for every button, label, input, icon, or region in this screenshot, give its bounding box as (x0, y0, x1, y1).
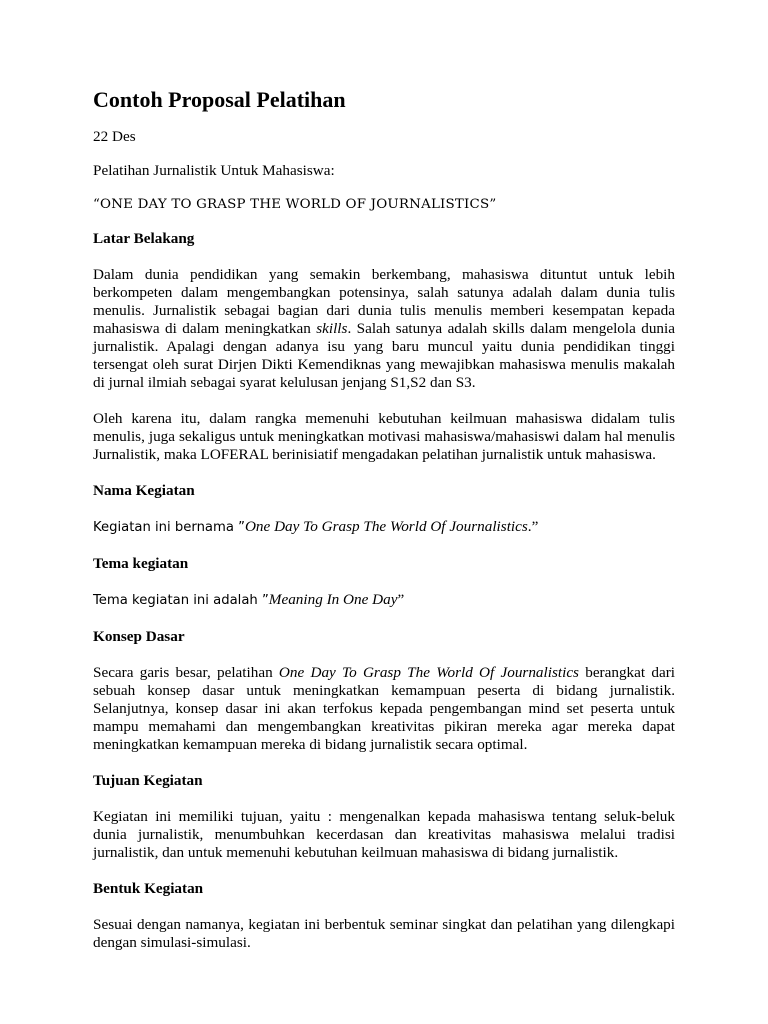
tema-paragraph (93, 591, 675, 610)
latar-paragraph-2: Oleh karena itu, dalam rangka memenuhi kebutuhan keilmuan mahasiswa didalam tulis menulis, juga sekaligus untuk meningkatkan motivasi mahasiswa/mahasiswi dalam hal menulis Jurnalistik, maka LOFERAL berinisiatif mengadakan pelatihan jurnalistik untuk mahasiswa. (93, 410, 675, 463)
heading-latar-belakang: Latar Belakang (93, 230, 195, 247)
document-page (93, 86, 675, 952)
konsep-text-b: berangkat dari sebuah konsep dasar untuk meningkatkan kemampuan peserta di bidang jurnalistik. Selanjutnya, konsep dasar ini akan terfokus kepada pengembangan mind set peserta untuk mampu memahami dan mengembangkan kreativitas pikiran mereka agar mereka dapat meningkatkan kemampuan mereka di bidang jurnalistik secara optimal. (93, 664, 675, 753)
latar-p1-text-a: Dalam dunia pendidikan yang semakin berkembang, mahasiswa dituntut untuk lebih berkompeten dalam mengembangkan potensinya, salah satunya adalah dalam dunia tulis menulis. Jurnalistik sebagai bagian dari dunia tulis menulis memberi kesempatan kepada mahasiswa di dalam meningkatkan (93, 266, 675, 337)
konsep-paragraph (93, 664, 675, 754)
heading-konsep-dasar: Konsep Dasar (93, 628, 185, 645)
heading-tema-kegiatan: Tema kegiatan (93, 555, 189, 572)
nama-emphasis: One Day To Grasp The World Of Journalistics (244, 518, 528, 535)
tema-emphasis: Meaning In One Day (268, 591, 398, 608)
bentuk-paragraph: Sesuai dengan namanya, kegiatan ini berbentuk seminar singkat dan pelatihan yang dilengkapi dengan simulasi-simulasi. (93, 916, 675, 951)
konsep-emphasis: One Day To Grasp The World Of Journalistics (278, 664, 579, 681)
latar-p1-text-b: . Salah satunya adalah skills dalam mengelola dunia jurnalistik. Apalagi dengan adanya isu yang baru muncul yaitu dunia pendidikan tinggi tersengat oleh surat Dirjen Dikti Kemendiknas yang mewajibkan mahasiswa menulis makalah di jurnal ilmiah sebagai syarat kelulusan jenjang S1,S2 dan S3. (93, 320, 675, 391)
heading-tujuan-kegiatan: Tujuan Kegiatan (93, 772, 203, 789)
document-date: 22 Des (93, 128, 136, 145)
tujuan-paragraph: Kegiatan ini memiliki tujuan, yaitu : mengenalkan kepada mahasiswa tentang seluk-beluk dunia jurnalistik, menumbuhkan kecerdasan dan kreativitas mahasiswa melalui tradisi jurnalistik, dan untuk memenuhi kebutuhan keilmuan mahasiswa di bidang jurnalistik. (93, 808, 675, 861)
konsep-text-a: Secara garis besar, pelatihan (93, 664, 279, 681)
event-title: “ONE DAY TO GRASP THE WORLD OF JOURNALISTICS” (93, 197, 497, 212)
intro-line: Pelatihan Jurnalistik Untuk Mahasiswa: (93, 162, 335, 179)
heading-nama-kegiatan: Nama Kegiatan (93, 482, 195, 499)
tema-tail: ” (397, 591, 405, 608)
nama-paragraph (93, 518, 675, 537)
heading-bentuk-kegiatan: Bentuk Kegiatan (93, 880, 204, 897)
document-title: Contoh Proposal Pelatihan (93, 87, 346, 112)
tema-lead: Tema kegiatan ini adalah ” (93, 593, 269, 608)
nama-tail: .” (527, 518, 539, 535)
latar-p1-emphasis: skills (316, 320, 348, 337)
latar-paragraph-1 (93, 266, 675, 392)
nama-lead: Kegiatan ini bernama ” (93, 520, 245, 535)
